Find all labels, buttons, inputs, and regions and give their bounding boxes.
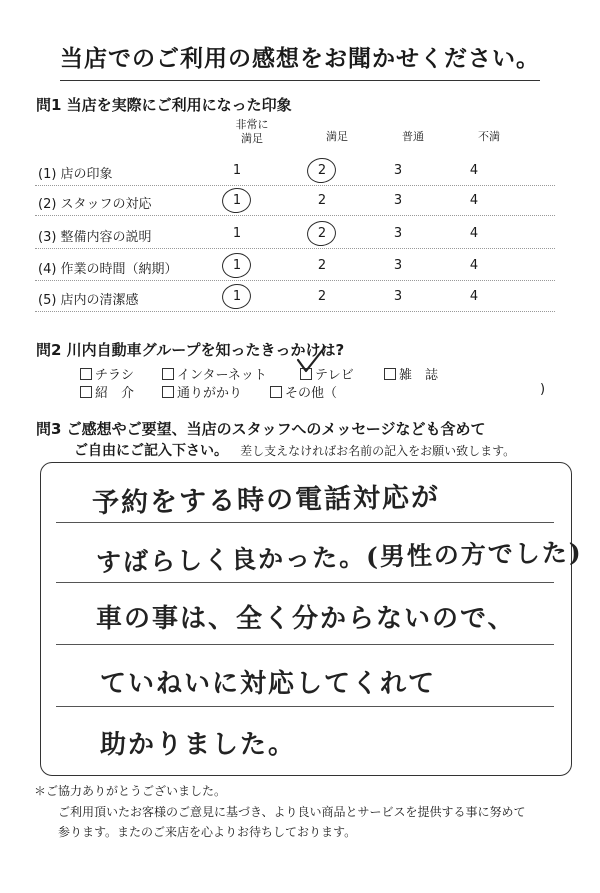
q1-row-divider (35, 280, 555, 281)
q3-note: 差し支えなければお名前の記入をお願い致します。 (240, 444, 516, 458)
q1-score-option[interactable]: 1 (232, 258, 242, 273)
q1-column-header: 満足 (326, 130, 348, 143)
q2-other-close: ) (540, 382, 546, 397)
q2-option-label: チラシ (95, 368, 135, 383)
q2-option[interactable] (270, 382, 337, 401)
checkbox[interactable] (162, 386, 174, 398)
footer-message: ご利用頂いたお客様のご意見に基づき、より良い商品とサービスを提供する事に努めて (58, 805, 526, 819)
q1-score-option[interactable]: 3 (393, 226, 403, 241)
q1-heading: 問1 当店を実際にご利用になった印象 (36, 96, 292, 114)
q1-column-header: 非常に 満足 (235, 118, 269, 145)
q1-score-option[interactable]: 1 (232, 226, 242, 241)
thanks-note: ＊ご協力ありがとうございました。 (34, 784, 227, 798)
selected-score-circle (220, 282, 252, 311)
q1-row-divider (35, 248, 555, 249)
q2-option-label: インターネット (177, 368, 267, 383)
q1-score-option[interactable]: 1 (232, 193, 242, 208)
q1-row-label: (2) スタッフの対応 (38, 197, 152, 212)
q2-option-label: その他（ (285, 386, 338, 401)
selected-score-circle (305, 219, 337, 248)
q2-option-label: 通りがかり (177, 386, 243, 401)
q1-column-header: 普通 (402, 130, 424, 143)
handwritten-line-3: 車の事は、全く分からないので、 (96, 604, 516, 634)
q1-row-label: (3) 整備内容の説明 (38, 230, 152, 245)
q2-heading: 問2 川内自動車グループを知ったきっかけは? (36, 341, 345, 359)
q2-option-label: テレビ (315, 368, 354, 383)
q1-score-option[interactable]: 4 (469, 258, 479, 273)
q1-score-option[interactable]: 1 (232, 163, 242, 178)
q1-row-divider (35, 311, 555, 312)
q1-score-option[interactable]: 3 (393, 258, 403, 273)
q1-score-option[interactable]: 4 (469, 289, 479, 304)
q1-row-divider (35, 215, 555, 216)
survey-title: 当店でのご利用の感想をお聞かせください。 (60, 46, 540, 72)
handwritten-line-4: ていねいに対応してくれて (100, 669, 437, 699)
selected-score-circle (305, 156, 337, 185)
selected-score-circle (220, 186, 252, 215)
checkbox[interactable] (80, 386, 92, 398)
q1-score-option[interactable]: 3 (393, 289, 403, 304)
answer-rule (56, 522, 554, 523)
q2-option[interactable] (80, 364, 134, 383)
q1-score-option[interactable]: 2 (317, 289, 327, 304)
q1-score-option[interactable]: 2 (317, 226, 327, 241)
q1-score-option[interactable]: 2 (317, 193, 327, 208)
handwritten-line-5: 助かりました。 (100, 730, 297, 760)
q1-score-option[interactable]: 3 (393, 193, 403, 208)
q1-score-option[interactable]: 4 (469, 193, 479, 208)
selected-score-circle (220, 251, 252, 280)
q2-option-label: 紹 介 (95, 386, 135, 401)
answer-rule (56, 706, 554, 707)
checkbox[interactable] (270, 386, 282, 398)
q3-instruction: ご自由にご記入下さい。 (74, 443, 228, 459)
title-underline (60, 80, 540, 81)
q1-score-option[interactable]: 4 (469, 226, 479, 241)
checkmark-icon (294, 344, 328, 376)
q3-heading: 問3 ご感想やご要望、当店のスタッフへのメッセージなども含めて (36, 420, 486, 438)
checkbox[interactable] (80, 368, 92, 380)
q1-score-option[interactable]: 1 (232, 289, 242, 304)
q2-option[interactable] (162, 364, 267, 383)
q2-option[interactable] (162, 382, 242, 401)
handwritten-line-1: 予約をする時の電話対応が (91, 481, 441, 520)
q1-score-option[interactable]: 4 (469, 163, 479, 178)
q1-score-option[interactable]: 2 (317, 163, 327, 178)
checkbox[interactable] (384, 368, 396, 380)
q1-row-label: (4) 作業の時間（納期） (38, 262, 178, 277)
q1-row-label: (1) 店の印象 (38, 167, 113, 182)
q2-option-label: 雑 誌 (399, 368, 439, 383)
footer-message-cont: 参ります。またのご来店を心よりお待ちしております。 (58, 825, 357, 839)
q2-option[interactable] (80, 382, 134, 401)
answer-rule (56, 582, 554, 583)
q1-row-label: (5) 店内の清潔感 (38, 293, 139, 308)
handwritten-line-2: すばらしく良かった。(男性の方でした) (95, 537, 583, 578)
answer-rule (56, 644, 554, 645)
q1-score-option[interactable]: 2 (317, 258, 327, 273)
checkbox[interactable] (162, 368, 174, 380)
q1-row-divider (35, 185, 555, 186)
q1-column-header: 不満 (478, 130, 500, 143)
q2-option[interactable] (384, 364, 438, 383)
q1-score-option[interactable]: 3 (393, 163, 403, 178)
